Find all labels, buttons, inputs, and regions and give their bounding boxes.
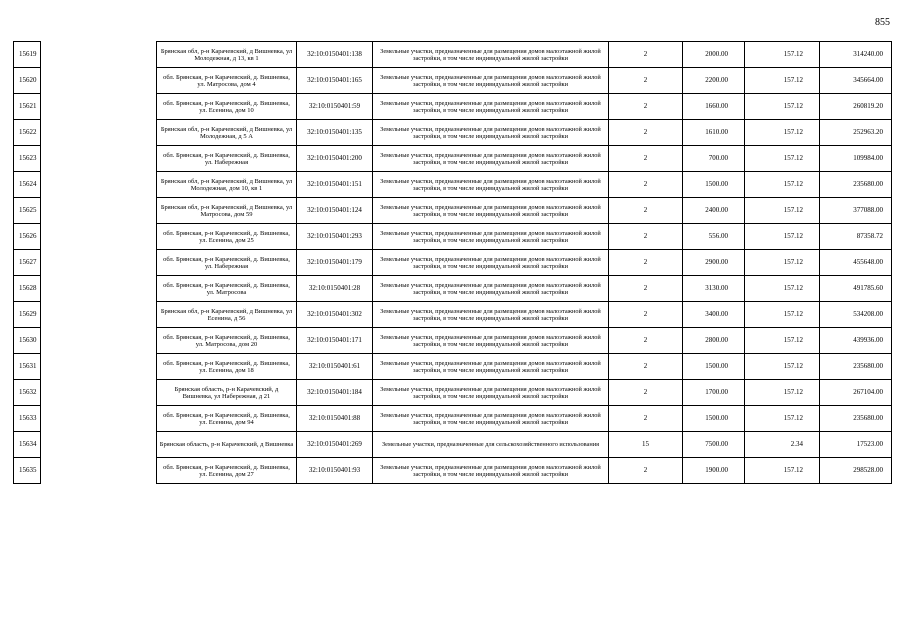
purpose-cell: Земельные участки, предназначенные для размещения домов малоэтажной жилой застройки, в том числе индивидуальной жилой застройки xyxy=(373,120,609,146)
empty-cell xyxy=(41,302,157,328)
rate-cell: 157.12 xyxy=(745,276,820,302)
count-cell: 2 xyxy=(609,224,683,250)
land-plots-table xyxy=(13,41,892,484)
cadastral-number-cell: 32:10:0150401:124 xyxy=(297,198,373,224)
rate-cell: 157.12 xyxy=(745,120,820,146)
count-cell: 2 xyxy=(609,146,683,172)
row-id: 15631 xyxy=(14,354,41,380)
rate-cell: 157.12 xyxy=(745,458,820,484)
purpose-cell: Земельные участки, предназначенные для размещения домов малоэтажной жилой застройки, в том числе индивидуальной жилой застройки xyxy=(373,250,609,276)
purpose-cell: Земельные участки, предназначенные для размещения домов малоэтажной жилой застройки, в том числе индивидуальной жилой застройки xyxy=(373,198,609,224)
row-id: 15619 xyxy=(14,42,41,68)
row-id: 15630 xyxy=(14,328,41,354)
table-row xyxy=(14,432,892,458)
row-id: 15624 xyxy=(14,172,41,198)
empty-cell xyxy=(41,380,157,406)
sum-cell: 314240.00 xyxy=(820,42,892,68)
table-row xyxy=(14,380,892,406)
area-cell: 2200.00 xyxy=(683,68,745,94)
rate-cell: 157.12 xyxy=(745,198,820,224)
count-cell: 2 xyxy=(609,276,683,302)
count-cell: 2 xyxy=(609,42,683,68)
empty-cell xyxy=(41,172,157,198)
count-cell: 2 xyxy=(609,406,683,432)
count-cell: 2 xyxy=(609,354,683,380)
cadastral-number-cell: 32:10:0150401:59 xyxy=(297,94,373,120)
cadastral-number-cell: 32:10:0150401:293 xyxy=(297,224,373,250)
table-body xyxy=(14,42,892,484)
purpose-cell: Земельные участки, предназначенные для размещения домов малоэтажной жилой застройки, в том числе индивидуальной жилой застройки xyxy=(373,146,609,172)
count-cell: 2 xyxy=(609,198,683,224)
sum-cell: 235680.00 xyxy=(820,406,892,432)
cadastral-number-cell: 32:10:0150401:93 xyxy=(297,458,373,484)
sum-cell: 298528.00 xyxy=(820,458,892,484)
sum-cell: 235680.00 xyxy=(820,354,892,380)
purpose-cell: Земельные участки, предназначенные для размещения домов малоэтажной жилой застройки, в том числе индивидуальной жилой застройки xyxy=(373,328,609,354)
empty-cell xyxy=(41,42,157,68)
count-cell: 2 xyxy=(609,172,683,198)
address-cell: Брянская обл, р-н Карачевский, д Вишневка, ул Молодежная, дом 10, кв 1 xyxy=(157,172,297,198)
purpose-cell: Земельные участки, предназначенные для размещения домов малоэтажной жилой застройки, в том числе индивидуальной жилой застройки xyxy=(373,172,609,198)
purpose-cell: Земельные участки, предназначенные для размещения домов малоэтажной жилой застройки, в том числе индивидуальной жилой застройки xyxy=(373,276,609,302)
row-id: 15634 xyxy=(14,432,41,458)
area-cell: 700.00 xyxy=(683,146,745,172)
purpose-cell: Земельные участки, предназначенные для размещения домов малоэтажной жилой застройки, в том числе индивидуальной жилой застройки xyxy=(373,354,609,380)
sum-cell: 252963.20 xyxy=(820,120,892,146)
count-cell: 2 xyxy=(609,328,683,354)
rate-cell: 157.12 xyxy=(745,380,820,406)
count-cell: 2 xyxy=(609,302,683,328)
empty-cell xyxy=(41,120,157,146)
address-cell: обл. Брянская, р-н Карачевский, д. Вишневка, ул. Матросова, дом 20 xyxy=(157,328,297,354)
address-cell: обл. Брянская, р-н Карачевский, д. Вишневка, ул. Матросова, дом 4 xyxy=(157,68,297,94)
empty-cell xyxy=(41,224,157,250)
empty-cell xyxy=(41,328,157,354)
address-cell: обл. Брянская, р-н Карачевский, д. Вишневка, ул. Есенина, дом 27 xyxy=(157,458,297,484)
empty-cell xyxy=(41,198,157,224)
sum-cell: 235680.00 xyxy=(820,172,892,198)
cadastral-number-cell: 32:10:0150401:184 xyxy=(297,380,373,406)
purpose-cell: Земельные участки, предназначенные для размещения домов малоэтажной жилой застройки, в том числе индивидуальной жилой застройки xyxy=(373,68,609,94)
area-cell: 2900.00 xyxy=(683,250,745,276)
purpose-cell: Земельные участки, предназначенные для размещения домов малоэтажной жилой застройки, в том числе индивидуальной жилой застройки xyxy=(373,94,609,120)
cadastral-number-cell: 32:10:0150401:179 xyxy=(297,250,373,276)
row-id: 15628 xyxy=(14,276,41,302)
table-row xyxy=(14,224,892,250)
address-cell: обл. Брянская, р-н Карачевский, д. Вишневка, ул. Есенина, дом 18 xyxy=(157,354,297,380)
table-row xyxy=(14,458,892,484)
row-id: 15627 xyxy=(14,250,41,276)
cadastral-number-cell: 32:10:0150401:269 xyxy=(297,432,373,458)
address-cell: обл. Брянская, р-н Карачевский, д. Вишневка, ул. Матросова xyxy=(157,276,297,302)
count-cell: 2 xyxy=(609,380,683,406)
sum-cell: 17523.00 xyxy=(820,432,892,458)
table-row xyxy=(14,276,892,302)
area-cell: 7500.00 xyxy=(683,432,745,458)
area-cell: 1500.00 xyxy=(683,172,745,198)
table-row xyxy=(14,172,892,198)
address-cell: Брянская обл, р-н Карачевский, д Вишневка, ул Матросова, дом 59 xyxy=(157,198,297,224)
purpose-cell: Земельные участки, предназначенные для размещения домов малоэтажной жилой застройки, в том числе индивидуальной жилой застройки xyxy=(373,458,609,484)
cadastral-number-cell: 32:10:0150401:135 xyxy=(297,120,373,146)
rate-cell: 157.12 xyxy=(745,328,820,354)
empty-cell xyxy=(41,432,157,458)
count-cell: 2 xyxy=(609,120,683,146)
empty-cell xyxy=(41,354,157,380)
purpose-cell: Земельные участки, предназначенные для размещения домов малоэтажной жилой застройки, в том числе индивидуальной жилой застройки xyxy=(373,224,609,250)
rate-cell: 157.12 xyxy=(745,406,820,432)
address-cell: обл. Брянская, р-н Карачевский, д. Вишневка, ул. Есенина, дом 10 xyxy=(157,94,297,120)
rate-cell: 157.12 xyxy=(745,302,820,328)
cadastral-number-cell: 32:10:0150401:200 xyxy=(297,146,373,172)
table-row xyxy=(14,120,892,146)
table-row xyxy=(14,146,892,172)
table-row xyxy=(14,68,892,94)
purpose-cell: Земельные участки, предназначенные для размещения домов малоэтажной жилой застройки, в том числе индивидуальной жилой застройки xyxy=(373,380,609,406)
area-cell: 3130.00 xyxy=(683,276,745,302)
empty-cell xyxy=(41,94,157,120)
sum-cell: 345664.00 xyxy=(820,68,892,94)
sum-cell: 491785.60 xyxy=(820,276,892,302)
cadastral-number-cell: 32:10:0150401:88 xyxy=(297,406,373,432)
area-cell: 1500.00 xyxy=(683,354,745,380)
address-cell: Брянская обл, р-н Карачевский, д Вишневка, ул Молодежная, д 5 А xyxy=(157,120,297,146)
row-id: 15635 xyxy=(14,458,41,484)
empty-cell xyxy=(41,458,157,484)
address-cell: Брянская область, р-н Карачевский, д Вишневка xyxy=(157,432,297,458)
area-cell: 1660.00 xyxy=(683,94,745,120)
row-id: 15629 xyxy=(14,302,41,328)
row-id: 15620 xyxy=(14,68,41,94)
purpose-cell: Земельные участки, предназначенные для размещения домов малоэтажной жилой застройки, в том числе индивидуальной жилой застройки xyxy=(373,302,609,328)
rate-cell: 157.12 xyxy=(745,354,820,380)
count-cell: 2 xyxy=(609,250,683,276)
table-row xyxy=(14,354,892,380)
table-row xyxy=(14,198,892,224)
address-cell: Брянская обл, р-н Карачевский, д Вишневка, ул Есенина, д 56 xyxy=(157,302,297,328)
purpose-cell: Земельные участки, предназначенные для сельскохозяйственного использования xyxy=(373,432,609,458)
rate-cell: 157.12 xyxy=(745,42,820,68)
area-cell: 3400.00 xyxy=(683,302,745,328)
table-row xyxy=(14,302,892,328)
area-cell: 1900.00 xyxy=(683,458,745,484)
area-cell: 1500.00 xyxy=(683,406,745,432)
area-cell: 1610.00 xyxy=(683,120,745,146)
purpose-cell: Земельные участки, предназначенные для размещения домов малоэтажной жилой застройки, в том числе индивидуальной жилой застройки xyxy=(373,406,609,432)
cadastral-number-cell: 32:10:0150401:138 xyxy=(297,42,373,68)
cadastral-number-cell: 32:10:0150401:61 xyxy=(297,354,373,380)
sum-cell: 260819.20 xyxy=(820,94,892,120)
address-cell: обл. Брянская, р-н Карачевский, д. Вишневка, ул. Есенина, дом 94 xyxy=(157,406,297,432)
rate-cell: 157.12 xyxy=(745,172,820,198)
sum-cell: 109984.00 xyxy=(820,146,892,172)
area-cell: 2800.00 xyxy=(683,328,745,354)
empty-cell xyxy=(41,146,157,172)
address-cell: обл. Брянская, р-н Карачевский, д. Вишневка, ул. Набережная xyxy=(157,146,297,172)
sum-cell: 455648.00 xyxy=(820,250,892,276)
address-cell: обл. Брянская, р-н Карачевский, д. Вишневка, ул. Набережная xyxy=(157,250,297,276)
table-row xyxy=(14,328,892,354)
cadastral-number-cell: 32:10:0150401:28 xyxy=(297,276,373,302)
table-row xyxy=(14,250,892,276)
count-cell: 15 xyxy=(609,432,683,458)
area-cell: 1700.00 xyxy=(683,380,745,406)
purpose-cell: Земельные участки, предназначенные для размещения домов малоэтажной жилой застройки, в том числе индивидуальной жилой застройки xyxy=(373,42,609,68)
area-cell: 2400.00 xyxy=(683,198,745,224)
row-id: 15625 xyxy=(14,198,41,224)
rate-cell: 157.12 xyxy=(745,250,820,276)
count-cell: 2 xyxy=(609,94,683,120)
empty-cell xyxy=(41,68,157,94)
row-id: 15632 xyxy=(14,380,41,406)
rate-cell: 157.12 xyxy=(745,68,820,94)
row-id: 15622 xyxy=(14,120,41,146)
table-row xyxy=(14,406,892,432)
cadastral-number-cell: 32:10:0150401:151 xyxy=(297,172,373,198)
cadastral-number-cell: 32:10:0150401:302 xyxy=(297,302,373,328)
row-id: 15621 xyxy=(14,94,41,120)
row-id: 15633 xyxy=(14,406,41,432)
sum-cell: 439936.00 xyxy=(820,328,892,354)
rate-cell: 157.12 xyxy=(745,224,820,250)
empty-cell xyxy=(41,250,157,276)
address-cell: Брянская обл, р-н Карачевский, д Вишневка, ул Молодежная, д 13, кв 1 xyxy=(157,42,297,68)
rate-cell: 2.34 xyxy=(745,432,820,458)
count-cell: 2 xyxy=(609,68,683,94)
sum-cell: 267104.00 xyxy=(820,380,892,406)
cadastral-number-cell: 32:10:0150401:171 xyxy=(297,328,373,354)
area-cell: 556.00 xyxy=(683,224,745,250)
page-number: 855 xyxy=(875,17,890,28)
empty-cell xyxy=(41,276,157,302)
table-row xyxy=(14,42,892,68)
table-row xyxy=(14,94,892,120)
count-cell: 2 xyxy=(609,458,683,484)
address-cell: Брянская область, р-н Карачевский, д Вишневка, ул Набережная, д 21 xyxy=(157,380,297,406)
row-id: 15623 xyxy=(14,146,41,172)
cadastral-number-cell: 32:10:0150401:165 xyxy=(297,68,373,94)
sum-cell: 377088.00 xyxy=(820,198,892,224)
rate-cell: 157.12 xyxy=(745,94,820,120)
address-cell: обл. Брянская, р-н Карачевский, д. Вишневка, ул. Есенина, дом 25 xyxy=(157,224,297,250)
row-id: 15626 xyxy=(14,224,41,250)
area-cell: 2000.00 xyxy=(683,42,745,68)
empty-cell xyxy=(41,406,157,432)
sum-cell: 87358.72 xyxy=(820,224,892,250)
sum-cell: 534208.00 xyxy=(820,302,892,328)
rate-cell: 157.12 xyxy=(745,146,820,172)
